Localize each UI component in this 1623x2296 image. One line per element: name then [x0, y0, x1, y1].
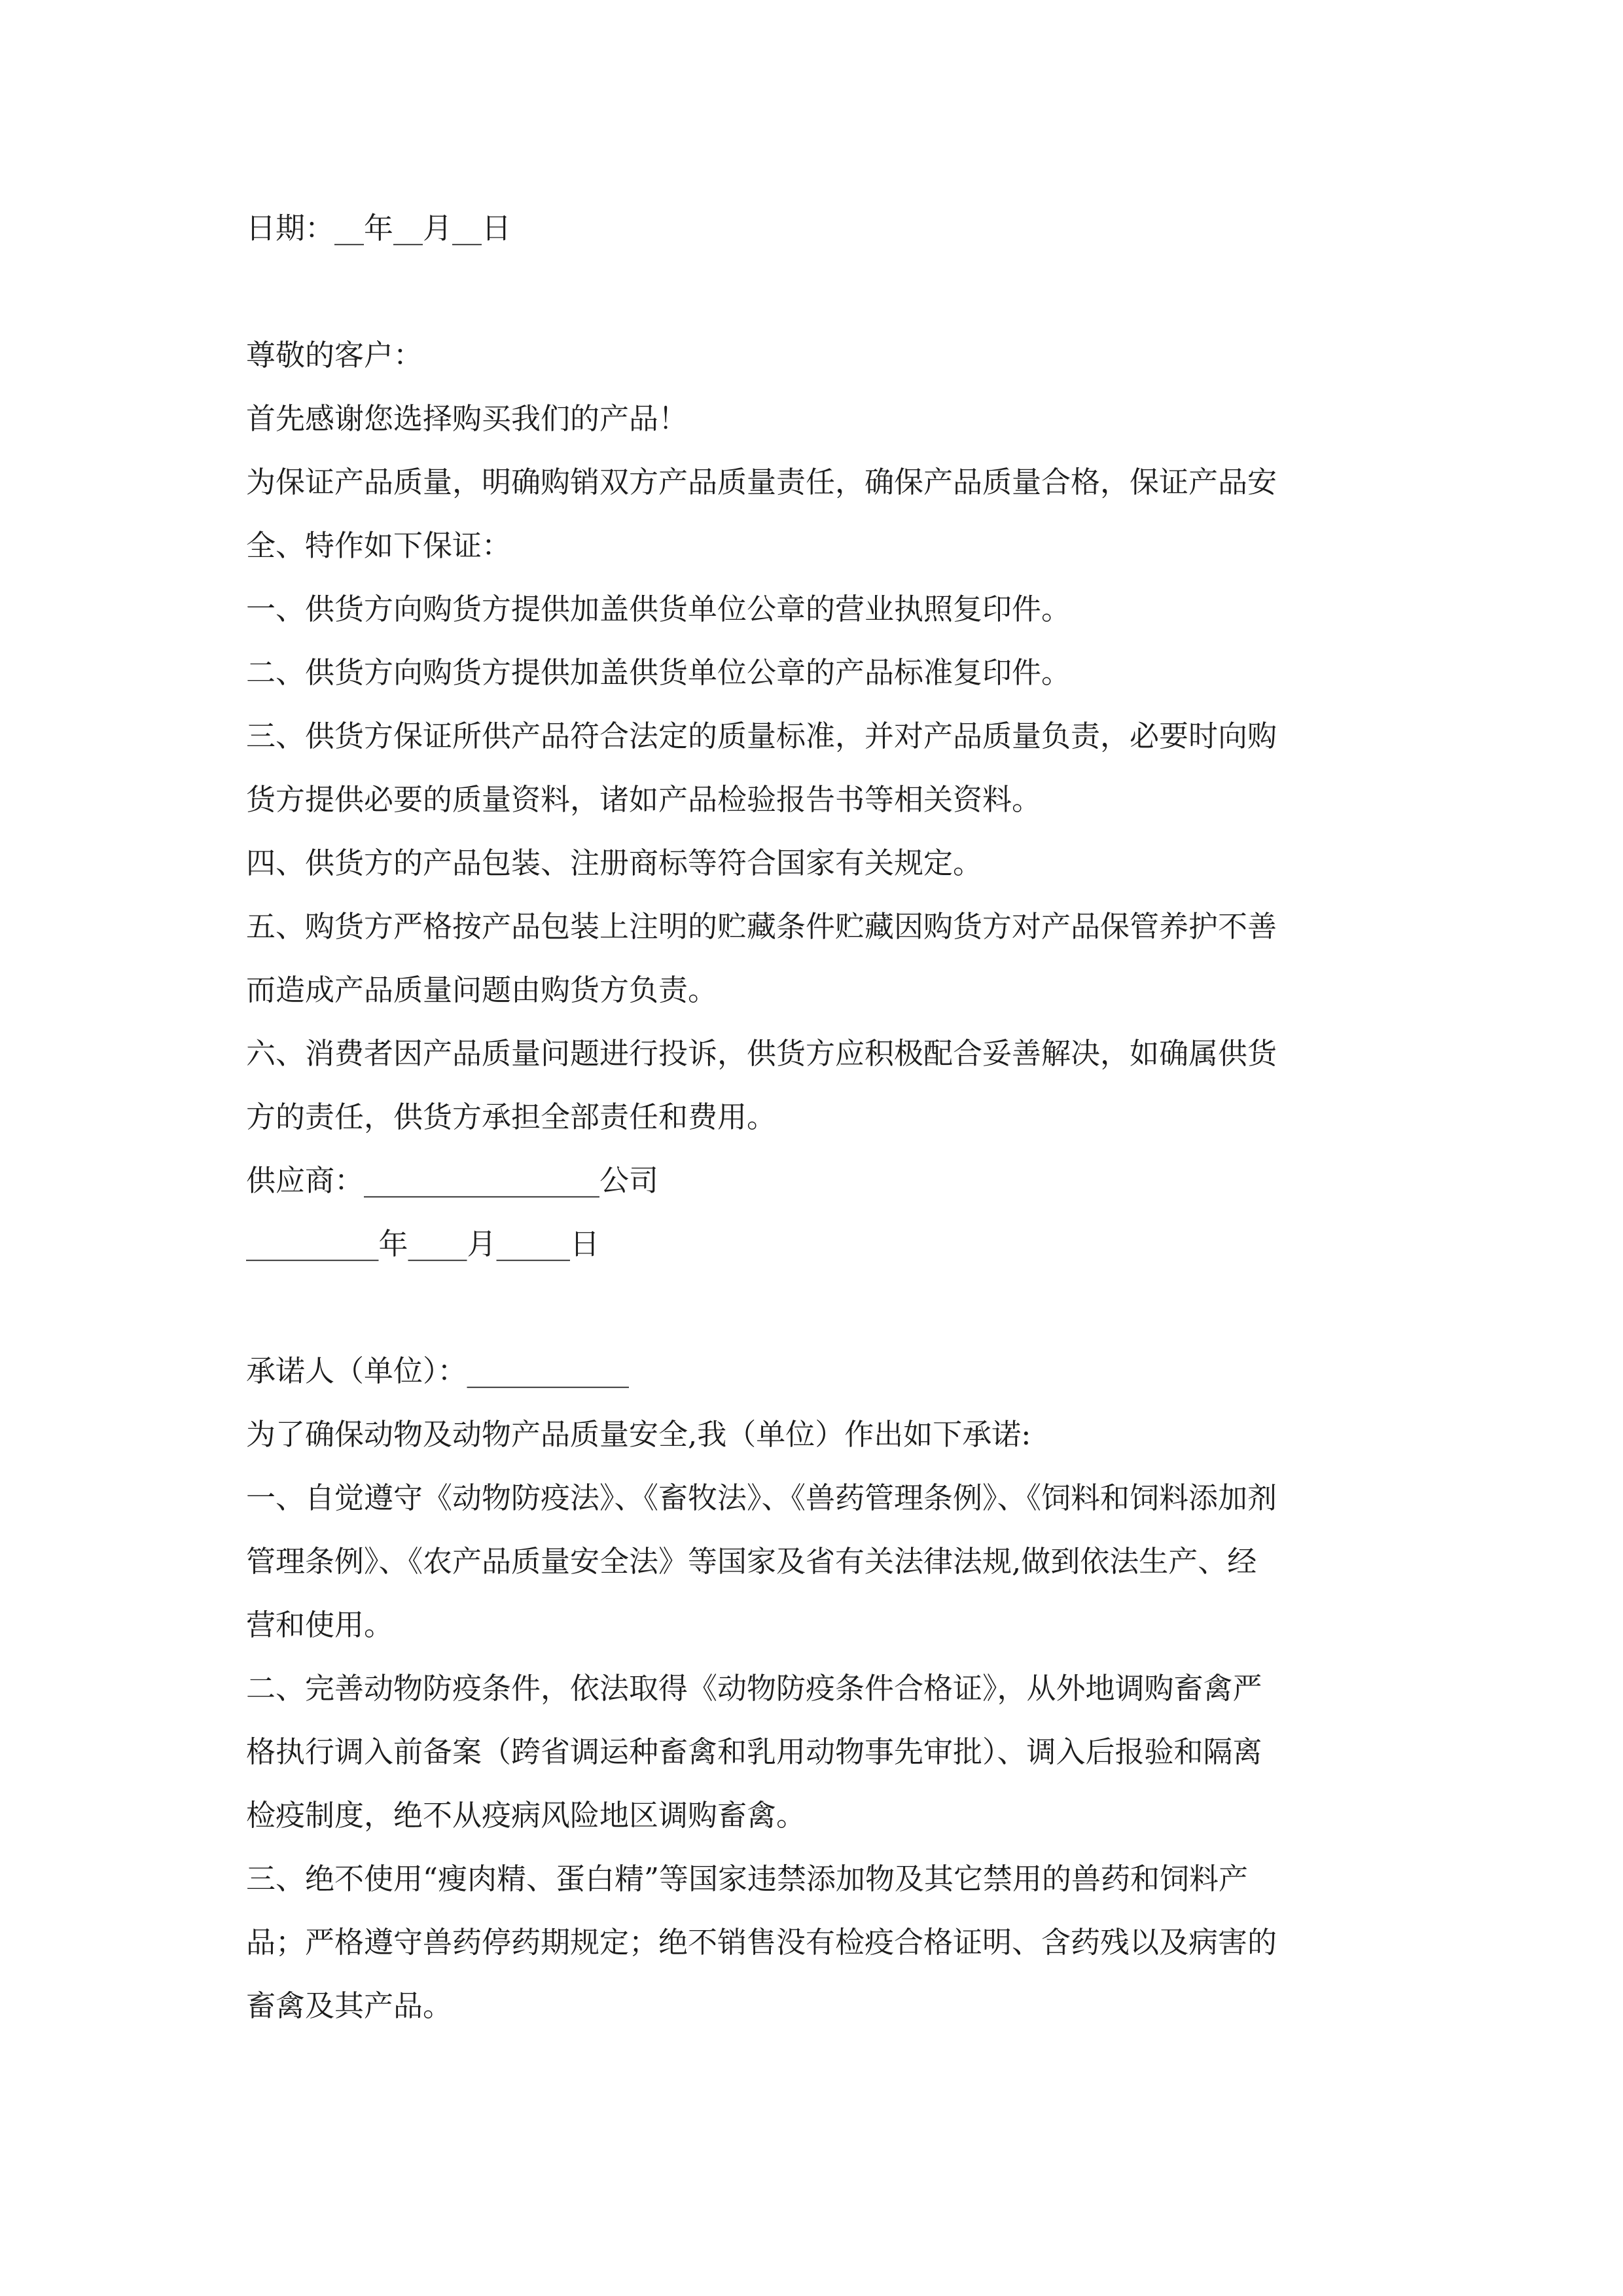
guarantee-intro: 全、特作如下保证：: [246, 528, 512, 563]
thanks-line: 首先感谢您选择购买我们的产品！: [246, 401, 688, 436]
pledge-item-3: 品；严格遵守兽药停药期规定；绝不销售没有检疫合格证明、含药残以及病害的: [246, 1925, 1277, 1960]
guarantee-item-2: 二、供货方向购货方提供加盖供货单位公章的产品标准复印件。: [246, 655, 1071, 690]
supplier-date-line: _________年____月_____日: [246, 1227, 600, 1261]
guarantee-item-3: 三、供货方保证所供产品符合法定的质量标准，并对产品质量负责，必要时向购: [246, 719, 1277, 753]
guarantee-item-3: 货方提供必要的质量资料，诸如产品检验报告书等相关资料。: [246, 782, 1042, 817]
document-body: [246, 196, 1385, 2037]
spacer: [246, 260, 1385, 323]
pledge-item-3: 畜禽及其产品。: [246, 1988, 453, 2023]
pledger-line: 承诺人（单位）：___________: [246, 1354, 630, 1388]
guarantee-item-6: 方的责任，供货方承担全部责任和费用。: [246, 1100, 777, 1134]
guarantee-item-1: 一、供货方向购货方提供加盖供货单位公章的营业执照复印件。: [246, 592, 1071, 626]
guarantee-intro: 为保证产品质量，明确购销双方产品质量责任，确保产品质量合格，保证产品安: [246, 465, 1277, 499]
pledge-item-1: 营和使用。: [246, 1607, 394, 1642]
pledge-item-1: 一、自觉遵守《动物防疫法》、《畜牧法》、《兽药管理条例》、《饲料和饲料添加剂: [246, 1480, 1277, 1515]
guarantee-item-4: 四、供货方的产品包装、注册商标等符合国家有关规定。: [246, 846, 983, 880]
guarantee-item-6: 六、消费者因产品质量问题进行投诉，供货方应积极配合妥善解决，如确属供货: [246, 1036, 1277, 1071]
pledge-item-1: 管理条例》、《农产品质量安全法》等国家及省有关法律法规,做到依法生产、经: [246, 1544, 1257, 1579]
salutation: 尊敬的客户：: [246, 338, 423, 372]
spacer: [246, 1276, 1385, 1339]
guarantee-item-5: 而造成产品质量问题由购货方负责。: [246, 973, 718, 1007]
pledge-item-2: 格执行调入前备案（跨省调运种畜禽和乳用动物事先审批）、调入后报验和隔离: [246, 1734, 1262, 1769]
pledge-intro: 为了确保动物及动物产品质量安全,我（单位）作出如下承诺:: [246, 1417, 1031, 1452]
pledge-item-2: 检疫制度，绝不从疫病风险地区调购畜禽。: [246, 1798, 806, 1833]
pledge-item-3: 三、绝不使用“瘦肉精、蛋白精”等国家违禁添加物及其它禁用的兽药和饲料产: [246, 1861, 1249, 1896]
guarantee-item-5: 五、购货方严格按产品包装上注明的贮藏条件贮藏因购货方对产品保管养护不善: [246, 909, 1277, 944]
pledge-item-2: 二、完善动物防疫条件，依法取得《动物防疫条件合格证》，从外地调购畜禽严: [246, 1671, 1262, 1706]
supplier-signature-line: 供应商：________________公司: [246, 1163, 659, 1198]
date-line: 日期：__年__月__日: [246, 211, 512, 245]
